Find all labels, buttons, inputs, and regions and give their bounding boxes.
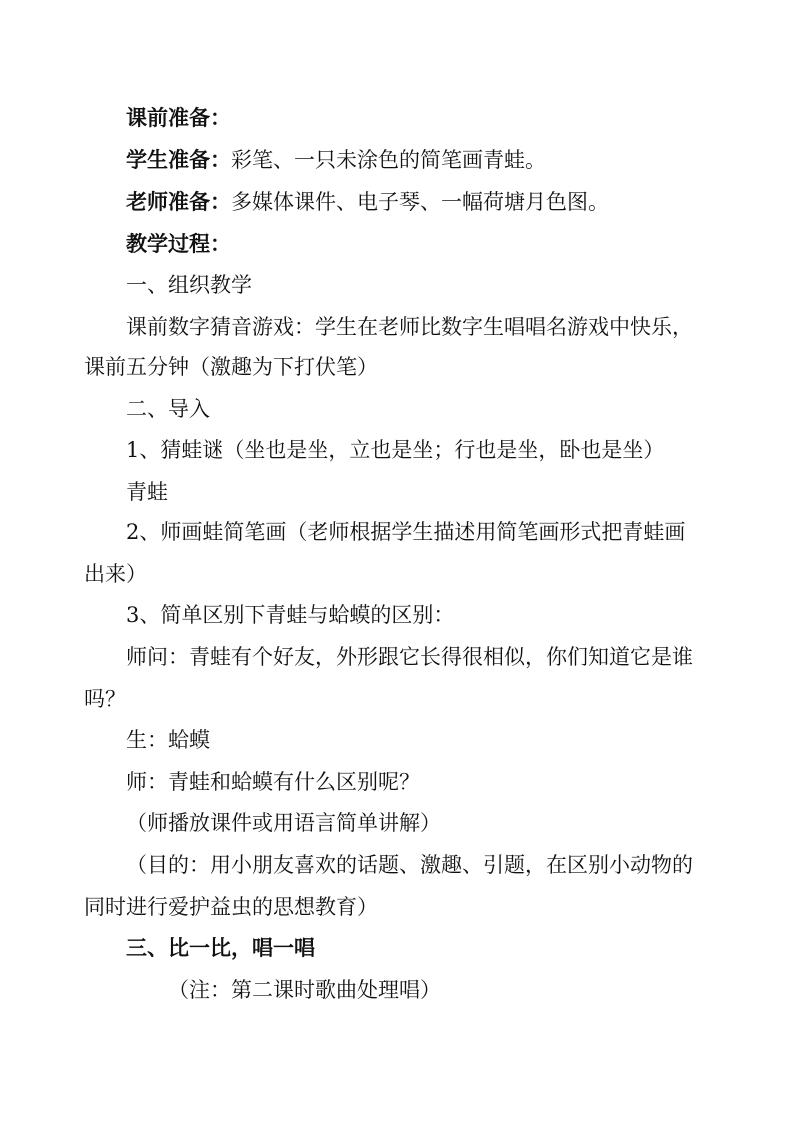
section1-paragraph-line2: 课前五分钟（激趣为下打伏笔） <box>84 355 378 379</box>
prep-heading: 课前准备： <box>126 105 231 130</box>
teacher-question-line1: 师问：青蛙有个好友，外形跟它长得很相似，你们知道它是谁 <box>126 645 693 669</box>
item1-riddle: 1、猜蛙谜（坐也是坐，立也是坐；行也是坐，卧也是坐） <box>126 438 665 462</box>
teacher-question-line2: 吗？ <box>84 687 126 711</box>
student-answer: 生：蛤蟆 <box>126 728 210 752</box>
student-prep-label: 学生准备： <box>126 147 231 172</box>
purpose-line1: （目的：用小朋友喜欢的话题、激趣、引题，在区别小动物的 <box>126 853 693 877</box>
teacher-prep-line <box>126 190 609 214</box>
play-note: （师播放课件或用语言简单讲解） <box>126 811 441 835</box>
item1-answer: 青蛙 <box>126 480 168 504</box>
section1-heading: 一、组织教学 <box>126 273 252 297</box>
item2-line1: 2、师画蛙简笔画（老师根据学生描述用简笔画形式把青蛙画 <box>126 520 686 544</box>
process-heading: 教学过程： <box>126 231 231 256</box>
teacher-prep-label: 老师准备： <box>126 189 231 214</box>
item2-line2: 出来） <box>84 562 147 586</box>
item3: 3、简单区别下青蛙与蛤蟆的区别： <box>126 603 455 627</box>
section3-heading: 三、比一比，唱一唱 <box>126 935 315 960</box>
purpose-line2: 同时进行爱护益虫的思想教育） <box>84 895 378 919</box>
section3-note: （注：第二课时歌曲处理唱） <box>168 978 441 1002</box>
teacher-question2: 师：青蛙和蛤蟆有什么区别呢？ <box>126 770 420 794</box>
section1-paragraph-line1: 课前数字猜音游戏：学生在老师比数字生唱唱名游戏中快乐， <box>126 315 693 339</box>
student-prep-line <box>126 148 546 172</box>
teacher-prep-text: 多媒体课件、电子琴、一幅荷塘月色图。 <box>231 190 609 214</box>
student-prep-text: 彩笔、一只未涂色的简笔画青蛙。 <box>231 148 546 172</box>
section2-heading: 二、导入 <box>126 397 210 421</box>
